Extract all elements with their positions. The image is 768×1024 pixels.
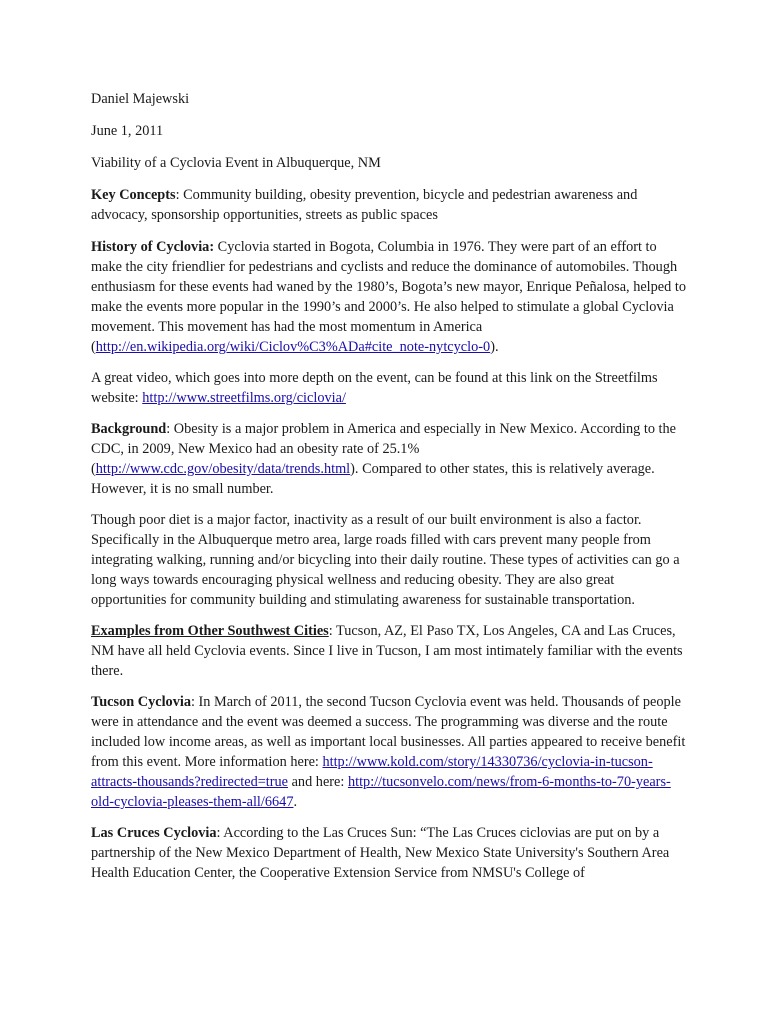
diet-paragraph: Though poor diet is a major factor, inactivity as a result of our built environment is also a factor. Specifically in the Albuquerque metro area, large roads filled with cars prevent many people from integrating walking, running and/or bicycling into their daily routine. These types of activities can go a long ways towards encouraging physical wellness and reducing obesity. They are also great opportunities for community building and stimulating awareness for sustainable transportation. — [91, 512, 680, 608]
history-paragraph — [91, 237, 687, 357]
key-concepts-label: Key Concepts — [91, 187, 176, 203]
document-body — [91, 89, 687, 894]
tucson-after: . — [293, 794, 298, 810]
examples-text: : Tucson, AZ, El Paso TX, Los Angeles, CA and Las Cruces, NM have all held Cyclovia events. Since I live in Tucson, I am most intimately familiar with the events there. — [91, 623, 683, 679]
las-cruces-paragraph — [91, 823, 687, 883]
tucson-mid: and here: — [288, 774, 348, 790]
background-text: : Obesity is a major problem in America and especially in New Mexico. According to the CDC, in 2009, New Mexico had an obesity rate of 25.1% ( — [91, 421, 677, 477]
tucson-text: : In March of 2011, the second Tucson Cyclovia event was held. Thousands of people were in attendance and the event was deemed a success. The programming was diverse and the route included low income areas, as well as important local businesses. All parties appeared to receive benefit from this event. More information here: — [91, 694, 686, 770]
background-paragraph — [91, 419, 687, 499]
las-cruces-text: : According to the Las Cruces Sun: “The Las Cruces ciclovias are put on by a partnership of the New Mexico Department of Health, New Mexico State University's Southern Area Health Education Center, the Cooperative Extension Service from NMSU's College of — [91, 825, 670, 881]
date-line: June 1, 2011 — [91, 123, 164, 139]
tucsonvelo-link[interactable]: http://tucsonvelo.com/news/from-6-months-to-70-years-old-cyclovia-pleases-them-all/6647 — [91, 774, 671, 810]
history-after: ). — [490, 339, 499, 355]
history-label: History of Cyclovia: — [91, 239, 215, 255]
tucson-label: Tucson Cyclovia — [91, 694, 191, 710]
tucson-paragraph — [91, 692, 687, 812]
author-line: Daniel Majewski — [91, 91, 190, 107]
cdc-link[interactable]: http://www.cdc.gov/obesity/data/trends.html — [95, 461, 351, 477]
background-after: ). Compared to other states, this is relatively average. However, it is no small number. — [91, 461, 655, 497]
examples-paragraph — [91, 621, 687, 681]
background-label: Background — [91, 421, 167, 437]
key-concepts-text: : Community building, obesity prevention, bicycle and pedestrian awareness and advocacy, sponsorship opportunities, streets as public spaces — [91, 187, 638, 223]
video-paragraph — [91, 368, 687, 408]
history-text: Cyclovia started in Bogota, Columbia in 1976. They were part of an effort to make the city friendlier for pedestrians and cyclists and reduce the dominance of automobiles. Though enthusiasm for these events had waned by the 1980’s, Bogota’s new mayor, Enrique Peñalosa, helped to make the events more popular in the 1990’s and 2000’s. He also helped to stimulate a global Cyclovia movement. This movement has had the most momentum in America ( — [91, 239, 686, 355]
kold-link[interactable]: http://www.kold.com/story/14330736/cyclovia-in-tucson-attracts-thousands?redirected=true — [91, 754, 653, 790]
key-concepts-paragraph — [91, 185, 687, 225]
video-text: A great video, which goes into more depth on the event, can be found at this link on the Streetfilms website: — [91, 370, 658, 406]
las-cruces-label: Las Cruces Cyclovia — [91, 825, 217, 841]
streetfilms-link[interactable]: http://www.streetfilms.org/ciclovia/ — [142, 390, 346, 406]
wikipedia-link[interactable]: http://en.wikipedia.org/wiki/Ciclov%C3%ADa#cite_note-nytcyclo-0 — [95, 339, 491, 355]
document-title: Viability of a Cyclovia Event in Albuquerque, NM — [91, 155, 381, 171]
examples-label: Examples from Other Southwest Cities — [91, 623, 329, 639]
